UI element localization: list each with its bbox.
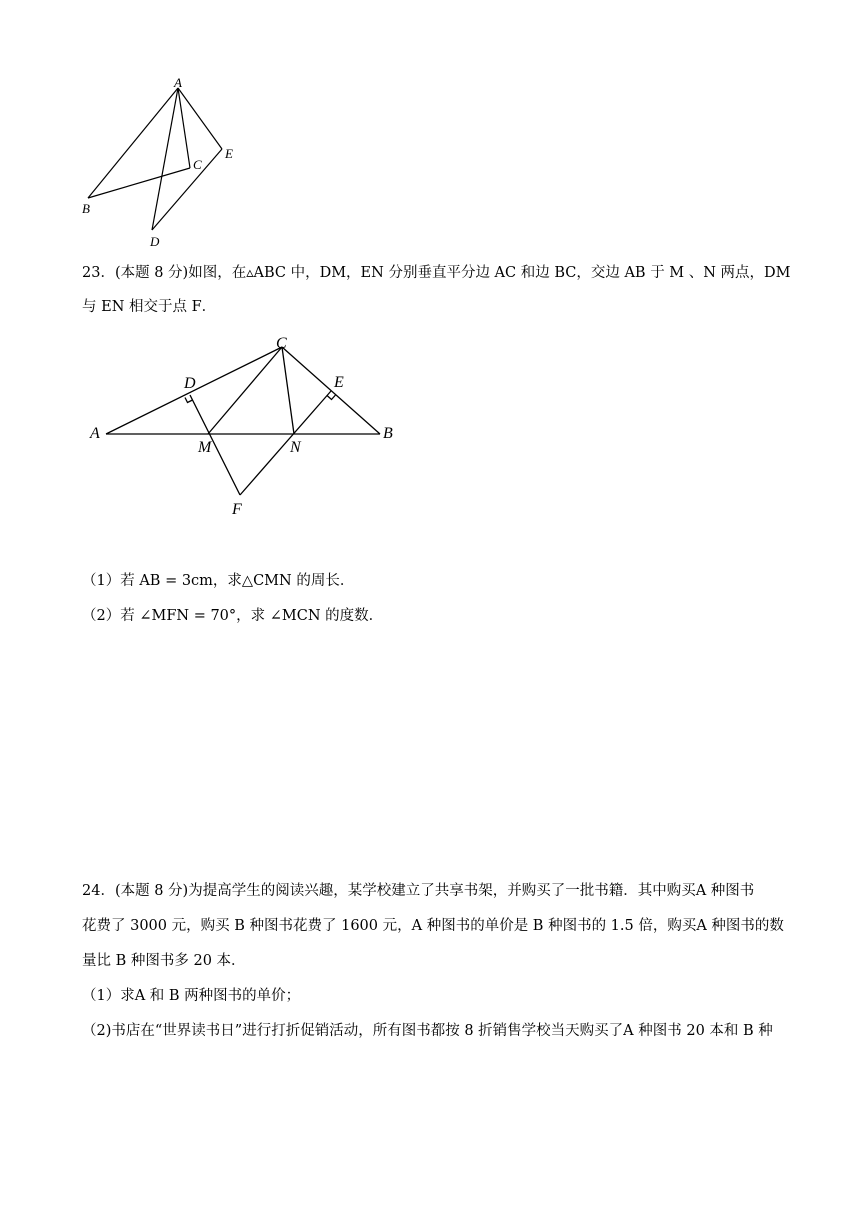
label-b: B <box>82 201 90 216</box>
q23-stem-line2: 与 EN 相交于点 F． <box>82 299 217 315</box>
label-m: M <box>198 439 212 456</box>
figure-q23-triangle <box>80 330 410 525</box>
label-b: B <box>383 425 393 442</box>
segment-ab <box>88 88 178 198</box>
segment-ae <box>178 88 222 149</box>
segment-nc <box>282 347 294 434</box>
figure-triangles-abcde <box>70 72 250 257</box>
q23-part1: （1）若 AB = 3cm，求△CMN 的周长． <box>82 573 355 589</box>
segment-cb <box>282 347 380 434</box>
segment-mc <box>208 347 282 434</box>
q24-stem-line2: 花费了 3000 元，购买 B 种图书花费了 1600 元，A 种图书的单价是 B 种图书的 1.5 倍，购买A 种图书的数 <box>82 918 784 934</box>
segment-ac <box>178 88 190 168</box>
segment-ad <box>152 88 178 230</box>
label-e: E <box>225 146 233 161</box>
label-c: C <box>193 157 202 172</box>
label-d: D <box>150 234 160 249</box>
q24-stem-line1: 24．(本题 8 分)为提高学生的阅读兴趣，某学校建立了共享书架，并购买了一批书籍．其中购买A 种图书 <box>82 883 755 899</box>
label-n: N <box>290 439 301 456</box>
segment-ef <box>240 391 331 495</box>
right-angle-e <box>327 395 336 400</box>
label-d: D <box>184 375 196 392</box>
label-c: C <box>276 335 287 352</box>
q23-part2: （2）若 ∠MFN = 70°，求 ∠MCN 的度数． <box>82 608 384 624</box>
q24-part2: （2)书店在“世界读书日”进行打折促销活动，所有图书都按 8 折销售学校当天购买了A 种图书 20 本和 B 种 <box>82 1023 773 1039</box>
label-e: E <box>334 374 344 391</box>
q24-stem-line3: 量比 B 种图书多 20 本． <box>82 953 246 969</box>
label-f: F <box>232 501 242 518</box>
segment-ed <box>152 149 222 230</box>
label-a: A <box>90 425 100 442</box>
label-a: A <box>174 75 182 90</box>
q23-stem-line1: 23．(本题 8 分)如图，在▵ABC 中，DM，EN 分别垂直平分边 AC 和边 BC，交边 AB 于 M 、N 两点，DM <box>82 265 791 281</box>
segment-bc <box>88 168 190 198</box>
q24-part1: （1）求A 和 B 两种图书的单价； <box>82 988 301 1004</box>
